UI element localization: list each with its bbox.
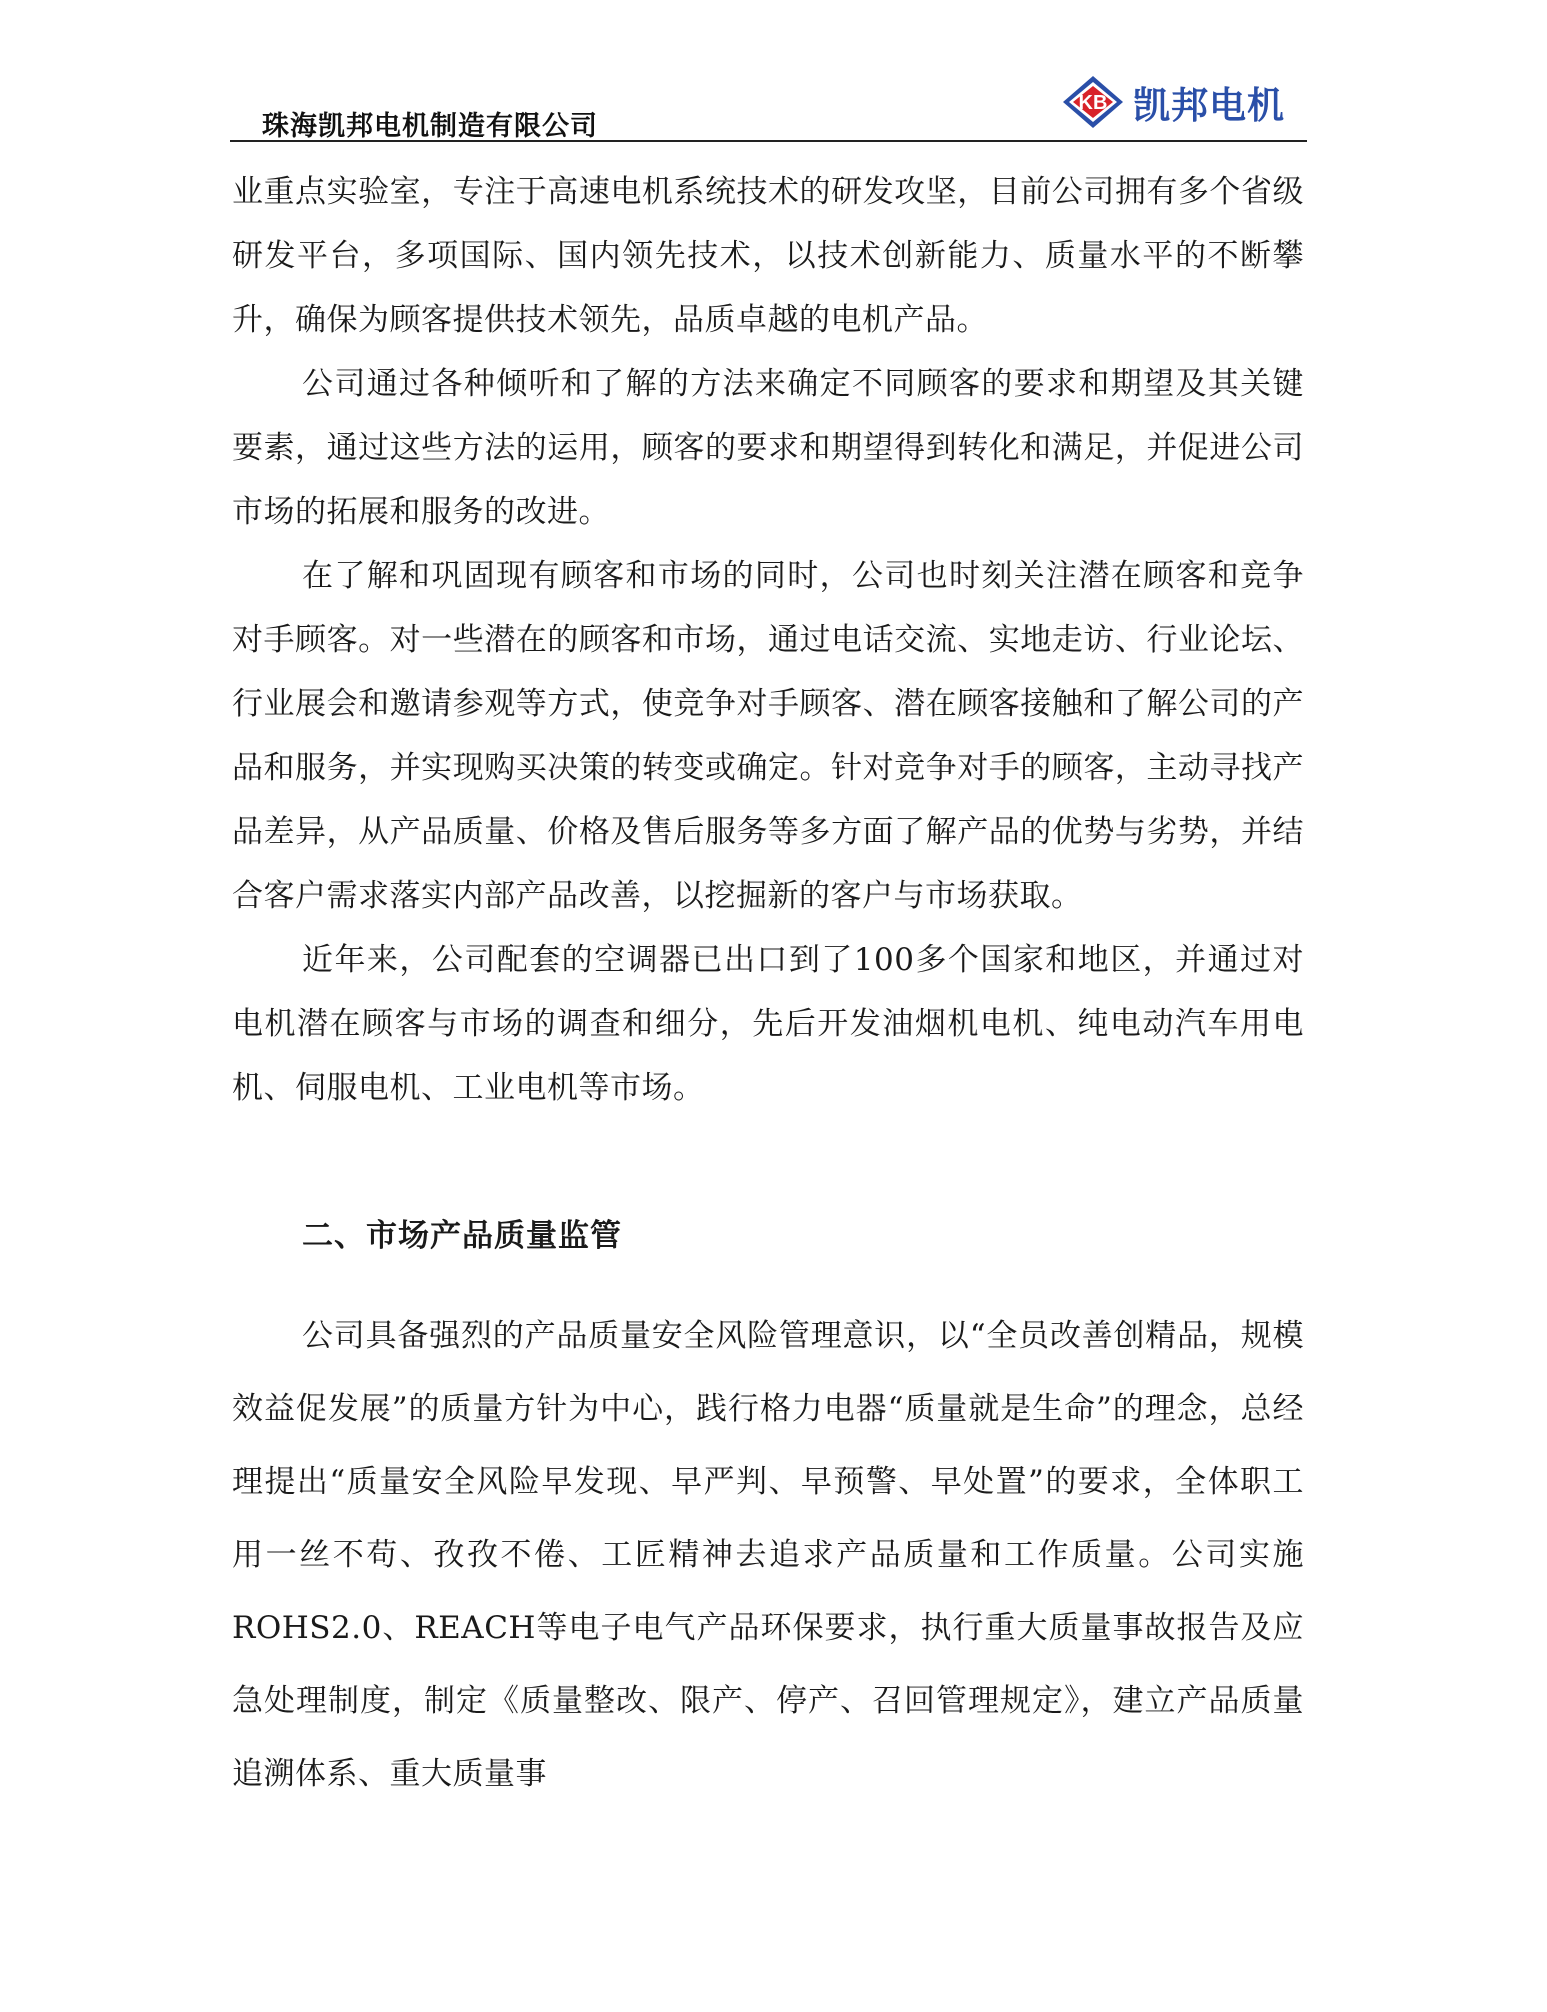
header-divider [230,140,1307,142]
body-section-1 [232,160,1304,1120]
logo-mark-text: KB [1078,92,1108,114]
paragraph: 在了解和巩固现有顾客和市场的同时，公司也时刻关注潜在顾客和竞争对手顾客。对一些潜在的顾客和市场，通过电话交流、实地走访、行业论坛、行业展会和邀请参观等方式，使竞争对手顾客、潜在顾客接触和了解公司的产品和服务，并实现购买决策的转变或确定。针对竞争对手的顾客，主动寻找产品差异，从产品质量、价格及售后服务等多方面了解产品的优势与劣势，并结合客户需求落实内部产品改善，以挖掘新的客户与市场获取。 [232,558,1304,914]
paragraph: 近年来，公司配套的空调器已出口到了100多个国家和地区，并通过对电机潜在顾客与市场的调查和细分，先后开发油烟机电机、纯电动汽车用电机、伺服电机、工业电机等市场。 [232,942,1304,1106]
paragraph: 公司具备强烈的产品质量安全风险管理意识，以“全员改善创精品，规模效益促发展”的质量方针为中心，践行格力电器“质量就是生命”的理念，总经理提出“质量安全风险早发现、早严判、早预警、早处置”的要求，全体职工用一丝不苟、孜孜不倦、工匠精神去追求产品质量和工作质量。公司实施ROHS2.0、REACH等电子电气产品环保要求，执行重大质量事故报告及应急处理制度，制定《质量整改、限产、停产、召回管理规定》，建立产品质量追溯体系、重大质量事 [232,1318,1304,1792]
company-logo [1061,74,1285,130]
page-header [230,74,1307,144]
paragraph: 公司通过各种倾听和了解的方法来确定不同顾客的要求和期望及其关键要素，通过这些方法的运用，顾客的要求和期望得到转化和满足，并促进公司市场的拓展和服务的改进。 [232,366,1304,530]
paragraph: 业重点实验室，专注于高速电机系统技术的研发攻坚，目前公司拥有多个省级研发平台，多项国际、国内领先技术，以技术创新能力、质量水平的不断攀升，确保为顾客提供技术领先，品质卓越的电机产品。 [232,174,1304,338]
company-name: 珠海凯邦电机制造有限公司 [262,111,598,142]
kb-logo-icon [1061,74,1125,130]
logo-text: 凯邦电机 [1133,84,1285,127]
section-heading: 二、市场产品质量监管 [302,1218,622,1254]
body-section-2 [232,1300,1304,1811]
